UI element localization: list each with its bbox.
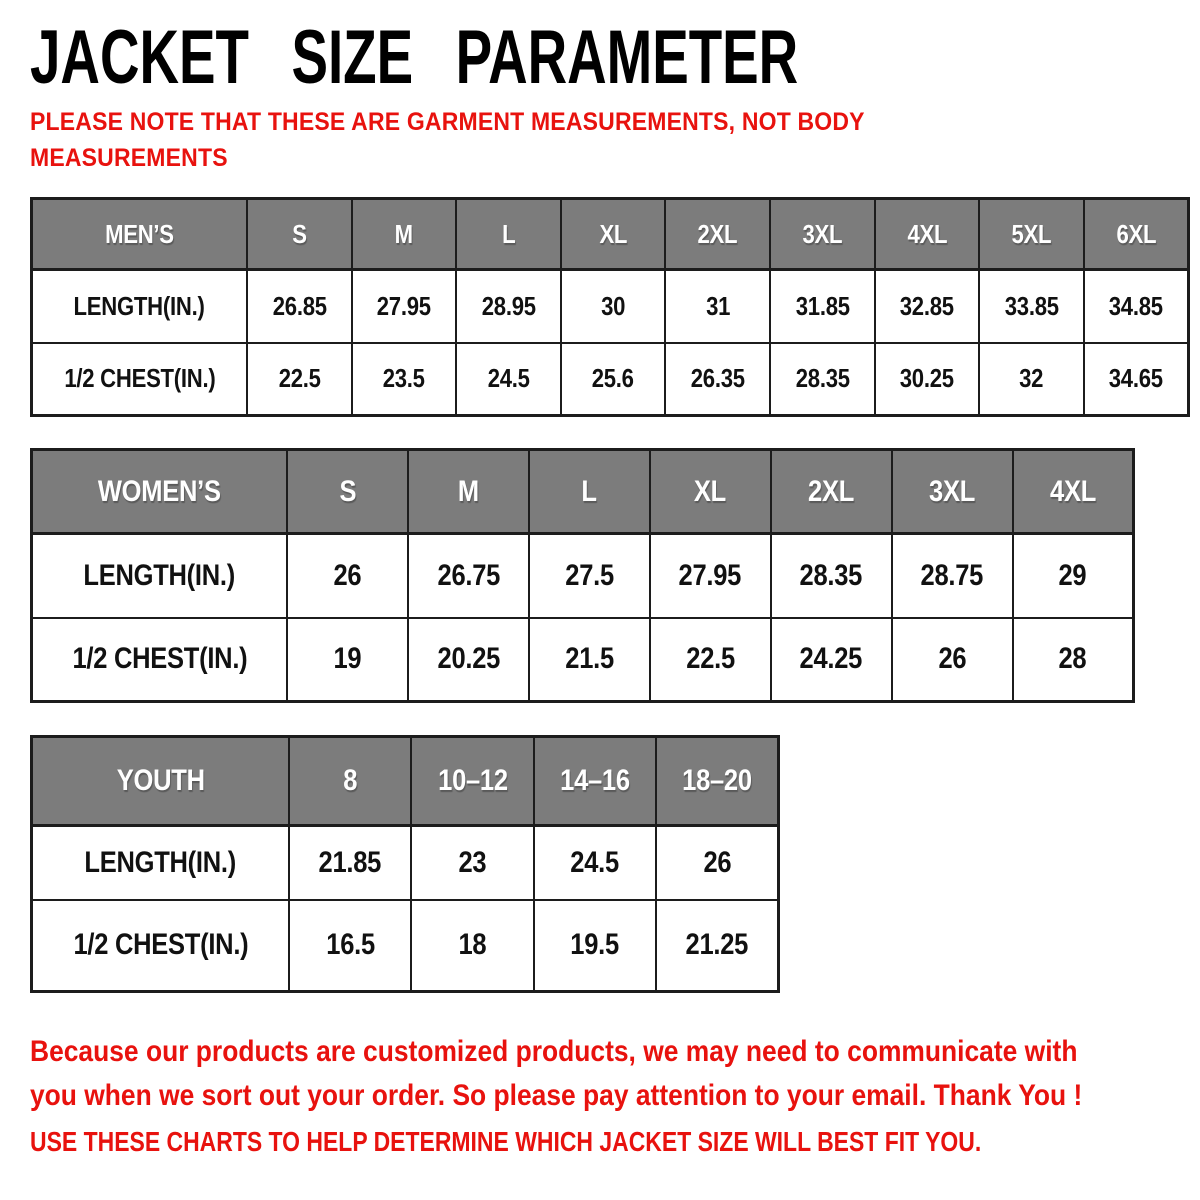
value-cell: 22.5 — [650, 618, 771, 702]
youth-size-table — [30, 735, 780, 993]
value-cell: 21.85 — [289, 826, 411, 900]
value-cell: 23 — [411, 826, 533, 900]
value-cell: 30.25 — [875, 343, 980, 416]
size-header-cell: M — [408, 450, 529, 534]
value-cell: 24.5 — [456, 343, 561, 416]
size-header-cell: 3XL — [770, 199, 875, 270]
table-title-cell: MEN’S — [32, 199, 248, 270]
size-table-header-row — [32, 199, 1189, 270]
row-label-cell: 1/2 CHEST(IN.) — [32, 618, 288, 702]
value-cell: 28.35 — [770, 343, 875, 416]
value-cell: 27.95 — [650, 534, 771, 618]
size-header-cell: 2XL — [665, 199, 770, 270]
row-label-cell: LENGTH(IN.) — [32, 270, 248, 343]
size-header-cell: M — [352, 199, 457, 270]
measurement-row — [32, 826, 779, 900]
size-header-cell: L — [456, 199, 561, 270]
value-cell: 26 — [892, 618, 1013, 702]
value-cell: 16.5 — [289, 900, 411, 992]
size-header-cell: 3XL — [892, 450, 1013, 534]
value-cell: 30 — [561, 270, 666, 343]
size-header-cell: L — [529, 450, 650, 534]
value-cell: 34.65 — [1084, 343, 1189, 416]
table-title-cell: YOUTH — [32, 737, 290, 826]
value-cell: 19.5 — [534, 900, 656, 992]
size-header-cell: 6XL — [1084, 199, 1189, 270]
size-header-cell: 4XL — [1013, 450, 1134, 534]
value-cell: 26 — [287, 534, 408, 618]
row-label-cell: LENGTH(IN.) — [32, 826, 290, 900]
value-cell: 26 — [656, 826, 778, 900]
value-cell: 32 — [979, 343, 1084, 416]
page-title: JACKET SIZE PARAMETER — [30, 15, 799, 100]
size-header-cell: 10–12 — [411, 737, 533, 826]
value-cell: 19 — [287, 618, 408, 702]
value-cell: 21.25 — [656, 900, 778, 992]
row-label-cell: 1/2 CHEST(IN.) — [32, 343, 248, 416]
value-cell: 25.6 — [561, 343, 666, 416]
size-header-cell: 14–16 — [534, 737, 656, 826]
size-table-header-row — [32, 737, 779, 826]
value-cell: 34.85 — [1084, 270, 1189, 343]
size-header-cell: 2XL — [771, 450, 892, 534]
value-cell: 29 — [1013, 534, 1134, 618]
value-cell: 24.5 — [534, 826, 656, 900]
size-header-cell: 4XL — [875, 199, 980, 270]
value-cell: 18 — [411, 900, 533, 992]
size-header-cell: XL — [561, 199, 666, 270]
value-cell: 23.5 — [352, 343, 457, 416]
size-header-cell: 5XL — [979, 199, 1084, 270]
row-label-cell: 1/2 CHEST(IN.) — [32, 900, 290, 992]
value-cell: 33.85 — [979, 270, 1084, 343]
value-cell: 31 — [665, 270, 770, 343]
table-title-cell: WOMEN’S — [32, 450, 288, 534]
row-label-cell: LENGTH(IN.) — [32, 534, 288, 618]
size-header-cell: S — [287, 450, 408, 534]
chart-usage-instruction: USE THESE CHARTS TO HELP DETERMINE WHICH JACKET SIZE WILL BEST FIT YOU. — [30, 1126, 982, 1157]
value-cell: 22.5 — [247, 343, 352, 416]
value-cell: 31.85 — [770, 270, 875, 343]
value-cell: 32.85 — [875, 270, 980, 343]
value-cell: 27.5 — [529, 534, 650, 618]
value-cell: 21.5 — [529, 618, 650, 702]
value-cell: 20.25 — [408, 618, 529, 702]
value-cell: 26.75 — [408, 534, 529, 618]
value-cell: 28.35 — [771, 534, 892, 618]
mens-size-table — [30, 197, 1190, 417]
size-header-cell: XL — [650, 450, 771, 534]
value-cell: 24.25 — [771, 618, 892, 702]
size-table-header-row — [32, 450, 1134, 534]
custom-order-notice: Because our products are customized products, we may need to communicate with you when we sort out your order. So please pay attention to your email. Thank You ! — [30, 1035, 1083, 1112]
value-cell: 27.95 — [352, 270, 457, 343]
garment-measurement-note: PLEASE NOTE THAT THESE ARE GARMENT MEASUREMENTS, NOT BODY MEASUREMENTS — [30, 108, 865, 173]
value-cell: 26.35 — [665, 343, 770, 416]
size-header-cell: S — [247, 199, 352, 270]
value-cell: 28 — [1013, 618, 1134, 702]
measurement-row — [32, 618, 1134, 702]
value-cell: 28.95 — [456, 270, 561, 343]
womens-size-table — [30, 448, 1135, 703]
value-cell: 28.75 — [892, 534, 1013, 618]
measurement-row — [32, 343, 1189, 416]
measurement-row — [32, 534, 1134, 618]
measurement-row — [32, 900, 779, 992]
value-cell: 26.85 — [247, 270, 352, 343]
measurement-row — [32, 270, 1189, 343]
size-header-cell: 8 — [289, 737, 411, 826]
size-header-cell: 18–20 — [656, 737, 778, 826]
